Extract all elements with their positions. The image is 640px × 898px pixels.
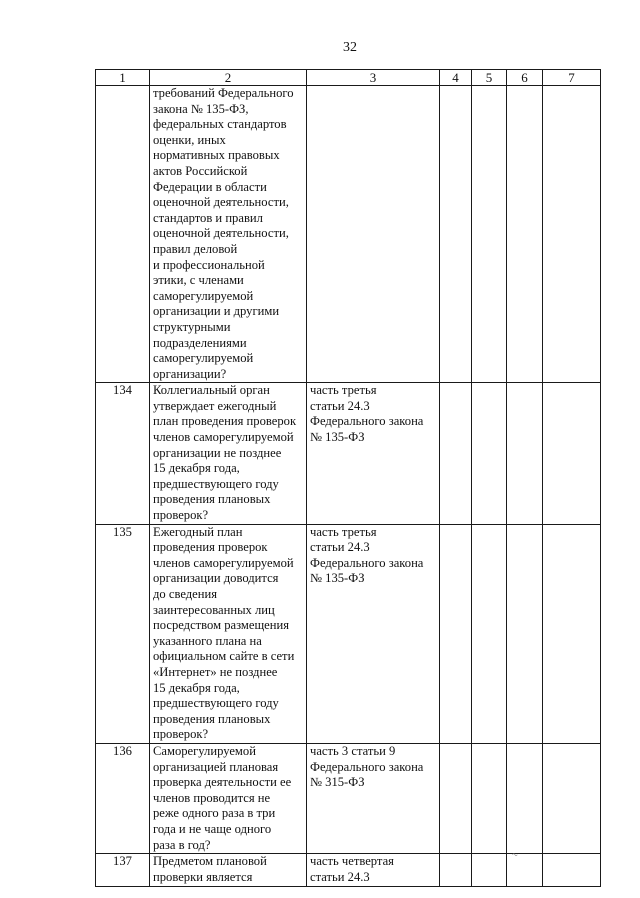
column-header-2: 2 — [150, 70, 307, 86]
table-row — [96, 743, 601, 853]
answer-cell — [472, 854, 507, 887]
answer-cell — [440, 854, 472, 887]
column-header-4: 4 — [440, 70, 472, 86]
answer-cell — [507, 383, 543, 524]
table-row — [96, 854, 601, 887]
note-cell — [543, 383, 601, 524]
table-row — [96, 524, 601, 743]
legal-basis-cell: часть третья статьи 24.3 Федерального закона № 135-ФЗ — [307, 383, 440, 524]
legal-basis-cell — [307, 86, 440, 383]
row-number — [96, 86, 150, 383]
question-cell: Ежегодный план проведения проверок членов саморегулируемой организации доводится до сведения заинтересованных лиц посредством размещения указанного плана на официальном сайте в сети «Интернет» не позднее 15 декабря года, предшествующего году проведения плановых проверок? — [150, 524, 307, 743]
row-number: 135 — [96, 524, 150, 743]
legal-basis-cell: часть четвертая статьи 24.3 — [307, 854, 440, 887]
table-row — [96, 86, 601, 383]
note-cell — [543, 86, 601, 383]
answer-cell — [472, 86, 507, 383]
question-cell: Коллегиальный орган утверждает ежегодный план проведения проверок членов саморегулируемой организации не позднее 15 декабря года, предшествующего году проведения плановых проверок? — [150, 383, 307, 524]
legal-basis-cell: часть 3 статьи 9 Федерального закона № 315-ФЗ — [307, 743, 440, 853]
answer-cell — [472, 383, 507, 524]
header-row — [96, 70, 601, 86]
scan-corner-mark: ~ — [510, 849, 520, 862]
answer-cell — [440, 743, 472, 853]
question-cell: требований Федерального закона № 135-ФЗ, федеральных стандартов оценки, иных нормативных правовых актов Российской Федерации в области оценочной деятельности, стандартов и правил оценочной деятельности, правил деловой и профессиональной этики, с членами саморегулируемой организации и другими структурными подразделениями саморегулируемой организации? — [150, 86, 307, 383]
table-body — [96, 86, 601, 887]
question-cell: Предметом плановой проверки является — [150, 854, 307, 887]
answer-cell — [472, 743, 507, 853]
row-number: 136 — [96, 743, 150, 853]
column-header-5: 5 — [472, 70, 507, 86]
column-header-1: 1 — [96, 70, 150, 86]
row-number: 137 — [96, 854, 150, 887]
note-cell — [543, 743, 601, 853]
answer-cell — [440, 86, 472, 383]
column-header-3: 3 — [307, 70, 440, 86]
column-header-7: 7 — [543, 70, 601, 86]
answer-cell — [507, 524, 543, 743]
note-cell — [543, 854, 601, 887]
answer-cell — [440, 383, 472, 524]
table-header — [96, 70, 601, 86]
answer-cell — [472, 524, 507, 743]
answer-cell — [440, 524, 472, 743]
answer-cell — [507, 743, 543, 853]
column-header-6: 6 — [507, 70, 543, 86]
answer-cell — [507, 86, 543, 383]
table-row — [96, 383, 601, 524]
page-number: 32 — [343, 40, 357, 55]
question-cell: Саморегулируемой организацией плановая проверка деятельности ее членов проводится не реже одного раза в три года и не чаще одного раза в год? — [150, 743, 307, 853]
legal-basis-cell: часть третья статьи 24.3 Федерального закона № 135-ФЗ — [307, 524, 440, 743]
row-number: 134 — [96, 383, 150, 524]
checklist-table — [95, 69, 601, 887]
note-cell — [543, 524, 601, 743]
